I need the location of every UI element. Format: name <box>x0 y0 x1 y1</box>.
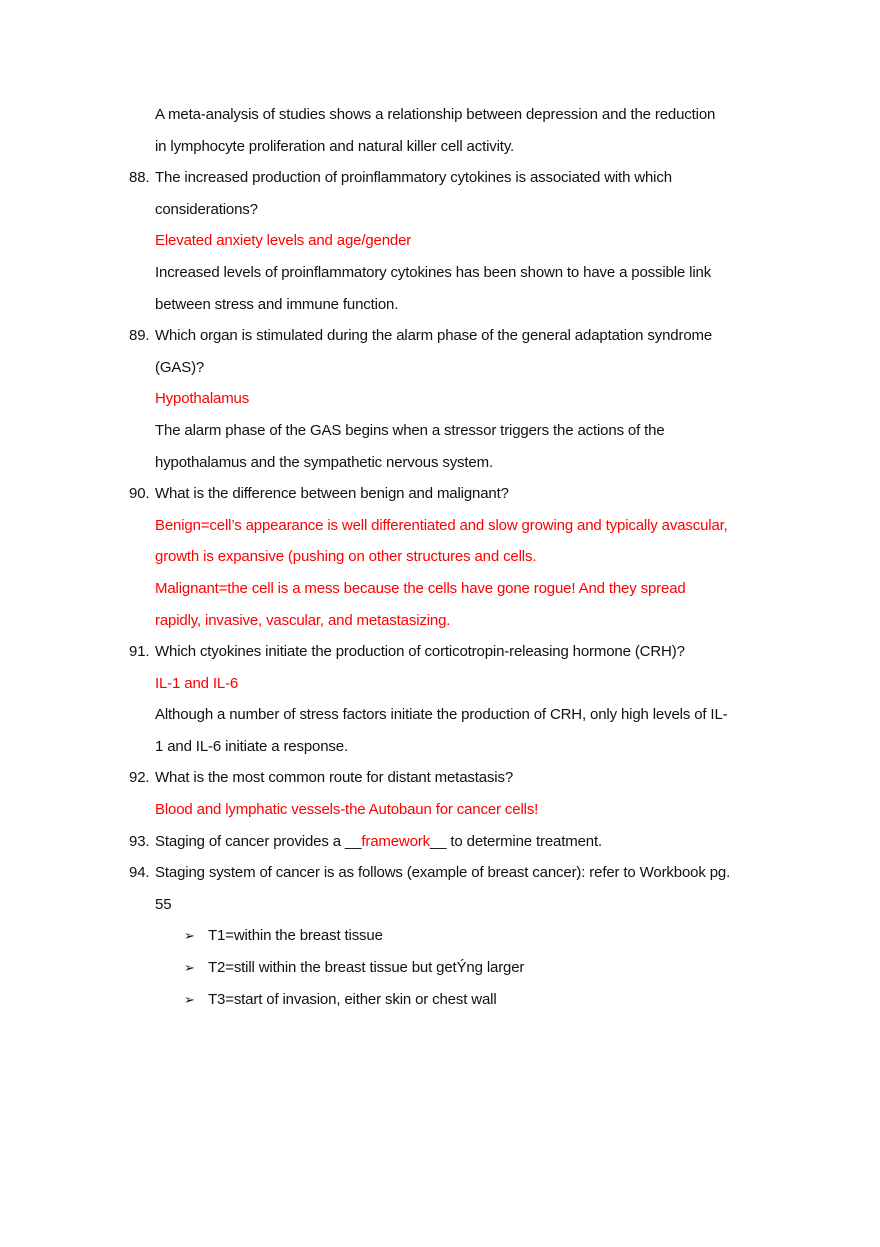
line-text <box>208 984 497 1016</box>
line-text <box>155 605 450 637</box>
line-text <box>155 889 171 921</box>
question-number: 92. <box>129 769 150 787</box>
arrow-bullet-icon: ➢ <box>184 928 195 944</box>
arrow-bullet-icon: ➢ <box>184 960 195 976</box>
line-text <box>155 289 398 321</box>
text-segment: considerations? <box>155 200 258 218</box>
bullet-item <box>0 952 880 984</box>
line-text <box>155 699 728 731</box>
line-text <box>155 415 665 447</box>
answer-blank: framework <box>361 832 430 850</box>
answer-line <box>0 383 880 415</box>
text-segment: Which organ is stimulated during the alarm phase of the general adaptation syndrome <box>155 327 713 345</box>
line-text <box>155 99 715 131</box>
line-text <box>155 194 258 226</box>
text-segment: T2=still within the breast tissue but getÝng larger <box>208 959 525 977</box>
line-text <box>155 541 536 573</box>
text-segment: Blood and lymphatic vessels-the Autobaun for cancer cells! <box>155 801 539 819</box>
question-number: 89. <box>129 327 150 345</box>
text-segment: T1=within the breast tissue <box>208 927 383 945</box>
text-segment: T3=start of invasion, either skin or chest wall <box>208 990 497 1008</box>
text-segment: Which ctyokines initiate the production of corticotropin-releasing hormone (CRH)? <box>155 643 685 661</box>
text-line <box>0 889 880 921</box>
line-text <box>155 447 493 479</box>
line-text <box>155 826 602 858</box>
text-segment: A meta-analysis of studies shows a relationship between depression and the reduction <box>155 106 716 123</box>
line-text <box>208 920 383 952</box>
text-segment: What is the most common route for distant metastasis? <box>155 769 514 787</box>
text-segment: Benign=cell’s appearance is well differentiated and slow growing and typically avascular, <box>155 516 728 534</box>
text-segment: Hypothalamus <box>155 390 250 408</box>
text-segment: in lymphocyte proliferation and natural killer cell activity. <box>155 137 515 155</box>
line-text <box>155 857 730 889</box>
question-line <box>0 762 880 794</box>
text-segment: Increased levels of proinflammatory cytokines has been shown to have a possible link <box>155 263 712 281</box>
question-line <box>0 857 880 889</box>
line-text <box>155 794 538 826</box>
line-text <box>155 636 685 668</box>
text-line <box>0 415 880 447</box>
text-line <box>0 257 880 289</box>
question-line <box>0 478 880 510</box>
question-line <box>0 320 880 352</box>
line-text <box>155 573 686 605</box>
text-line <box>0 352 880 384</box>
text-segment: The increased production of proinflammatory cytokines is associated with which <box>155 169 672 187</box>
line-text <box>155 225 411 257</box>
text-segment: hypothalamus and the sympathetic nervous system. <box>155 453 493 471</box>
answer-line <box>0 541 880 573</box>
question-number: 90. <box>129 485 150 503</box>
text-segment: 1 and IL-6 initiate a response. <box>155 737 348 755</box>
line-text <box>155 762 513 794</box>
line-text <box>155 257 711 289</box>
text-line <box>0 731 880 763</box>
question-number: 88. <box>129 169 150 187</box>
line-text <box>155 383 249 415</box>
answer-line <box>0 605 880 637</box>
bullet-item <box>0 920 880 952</box>
line-text <box>155 131 514 163</box>
question-line <box>0 636 880 668</box>
line-text <box>155 478 509 510</box>
answer-line <box>0 668 880 700</box>
text-segment: growth is expansive (pushing on other structures and cells. <box>155 548 537 566</box>
text-segment: What is the difference between benign and malignant? <box>155 485 509 503</box>
text-segment: between stress and immune function. <box>155 295 399 313</box>
text-segment: Staging of cancer provides a __ <box>155 832 362 850</box>
text-segment: The alarm phase of the GAS begins when a stressor triggers the actions of the <box>155 421 665 439</box>
arrow-bullet-icon: ➢ <box>184 991 195 1007</box>
text-line <box>0 289 880 321</box>
line-text <box>155 352 204 384</box>
answer-line <box>0 794 880 826</box>
question-number: 93. <box>129 832 150 850</box>
line-text <box>155 731 348 763</box>
answer-line <box>0 225 880 257</box>
line-text <box>155 668 238 700</box>
text-line <box>0 447 880 479</box>
question-line <box>0 162 880 194</box>
text-segment: Malignant=the cell is a mess because the cells have gone rogue! And they spread <box>155 579 686 597</box>
text-segment: (GAS)? <box>155 358 205 376</box>
text-segment: IL-1 and IL-6 <box>155 674 239 692</box>
question-number: 91. <box>129 643 150 661</box>
text-line <box>0 99 880 131</box>
line-text <box>155 162 672 194</box>
text-segment: rapidly, invasive, vascular, and metastasizing. <box>155 611 451 629</box>
text-line <box>0 699 880 731</box>
text-segment: __ to determine treatment. <box>430 832 603 850</box>
answer-line <box>0 510 880 542</box>
line-text <box>208 952 524 984</box>
text-segment: Although a number of stress factors initiate the production of CRH, only high levels of IL- <box>155 706 728 724</box>
text-segment: Staging system of cancer is as follows (example of breast cancer): refer to Workbook pg. <box>155 864 731 882</box>
text-line <box>0 194 880 226</box>
question-number: 94. <box>129 864 150 882</box>
text-line <box>0 131 880 163</box>
line-text <box>155 320 712 352</box>
bullet-item <box>0 984 880 1016</box>
document-page <box>0 99 880 1015</box>
text-segment: 55 <box>155 895 172 913</box>
line-text <box>155 510 728 542</box>
text-segment: Elevated anxiety levels and age/gender <box>155 232 412 250</box>
question-line <box>0 826 880 858</box>
answer-line <box>0 573 880 605</box>
